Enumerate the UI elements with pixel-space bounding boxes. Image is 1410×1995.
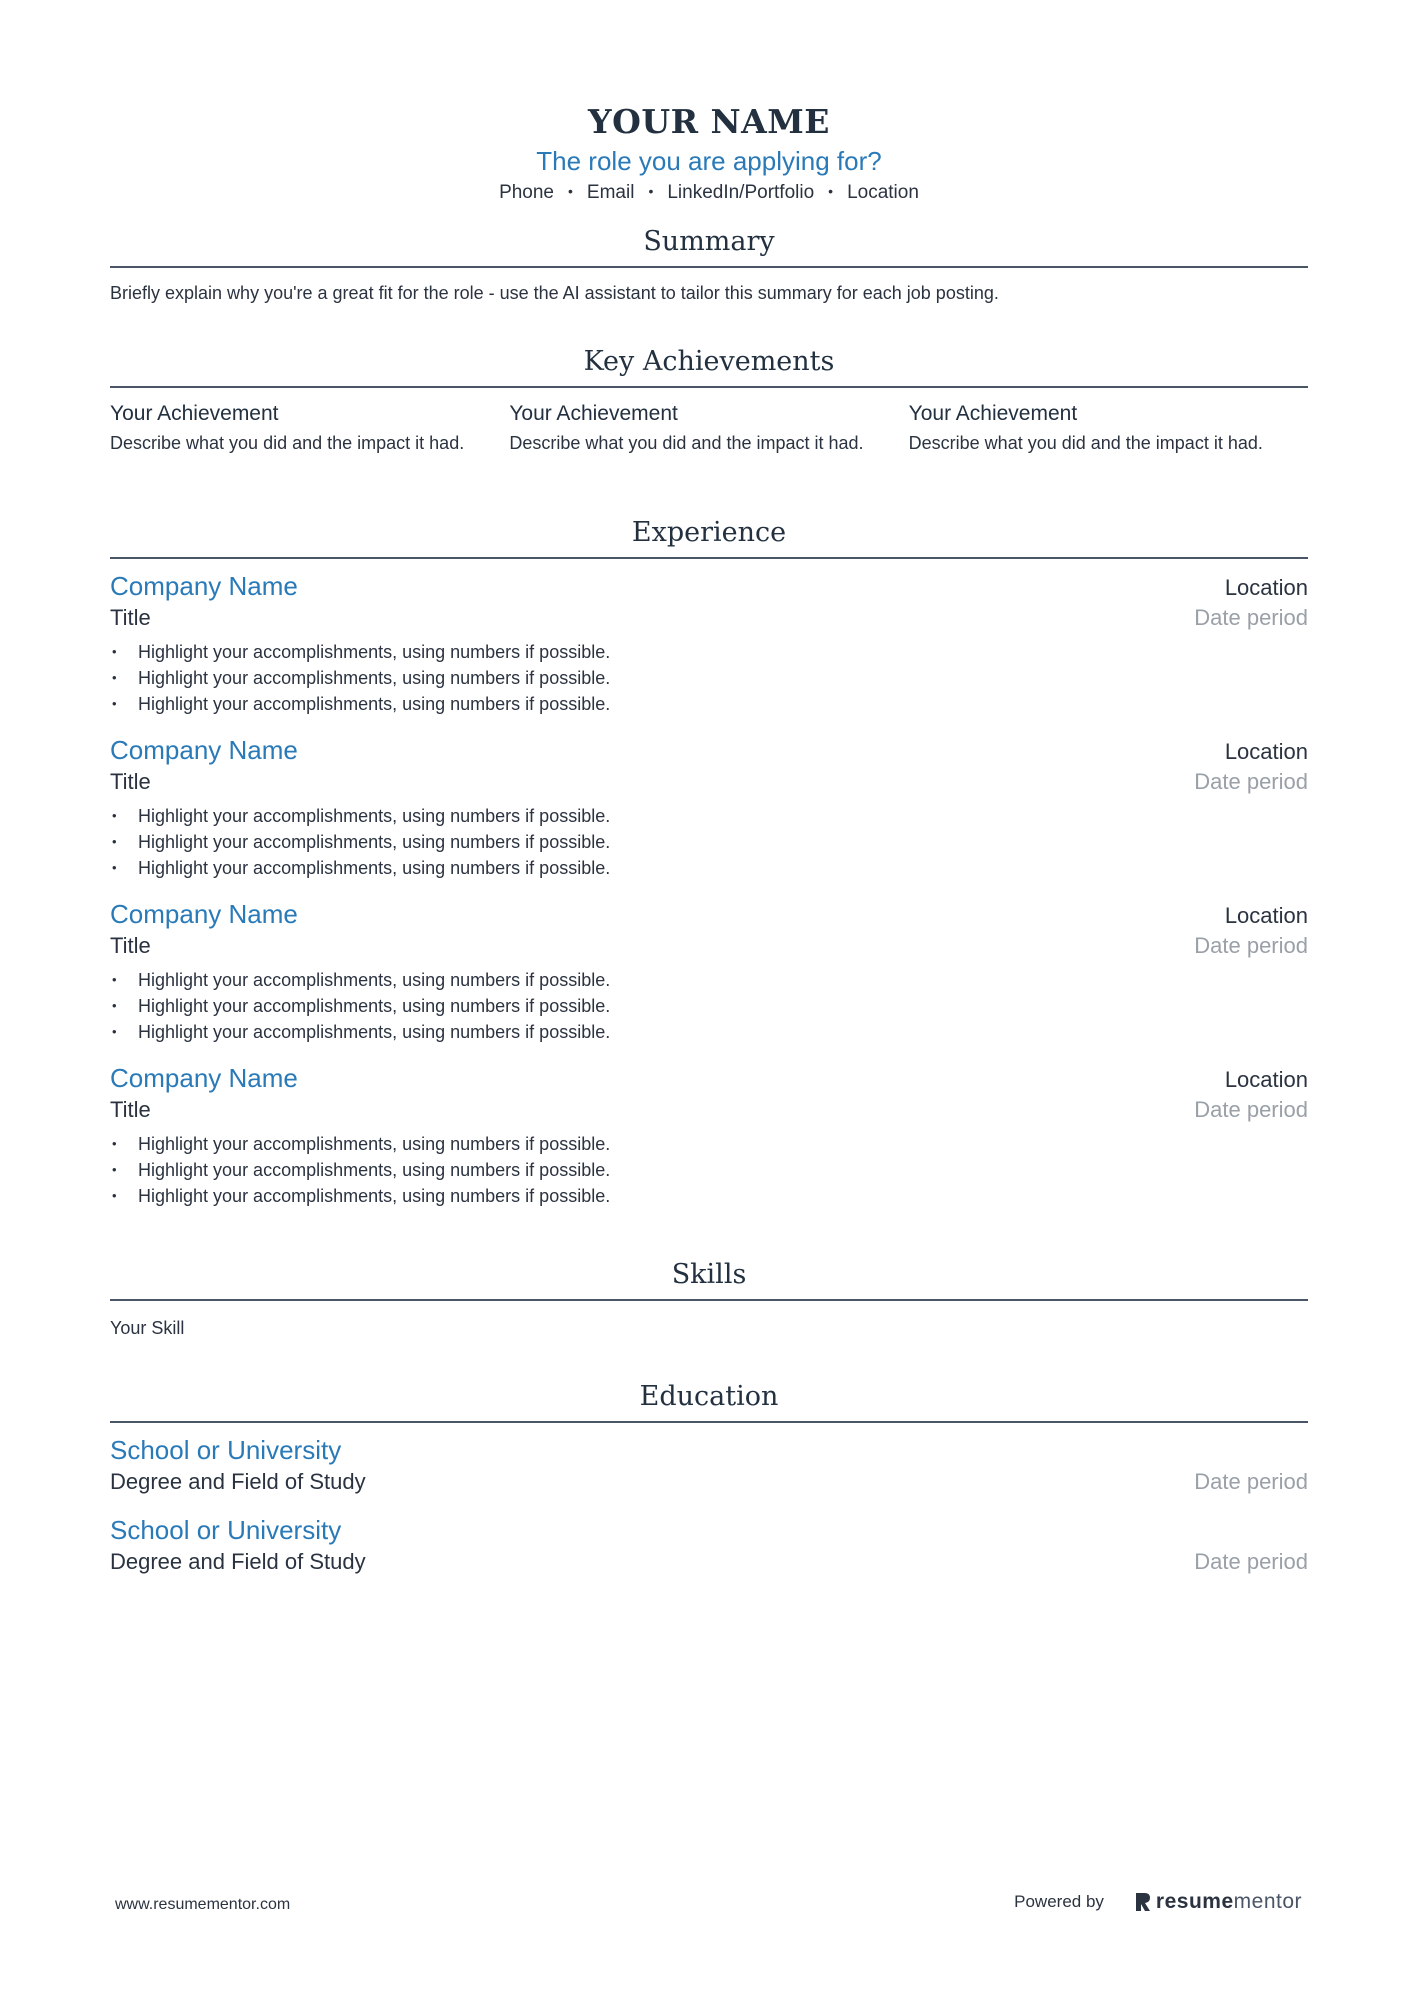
bullet-item: • Highlight your accomplishments, using numbers if possible. bbox=[110, 665, 1308, 691]
school-name: School or University bbox=[110, 1435, 342, 1465]
resume-header bbox=[110, 100, 1308, 206]
company-name: Company Name bbox=[110, 1063, 298, 1093]
job-location: Location bbox=[1224, 903, 1308, 928]
school-name: School or University bbox=[110, 1515, 342, 1545]
powered-by-label: Powered by bbox=[1014, 1892, 1104, 1911]
degree: Degree and Field of Study bbox=[110, 1549, 366, 1574]
education-section bbox=[110, 1379, 1308, 1577]
bullet-item: • Highlight your accomplishments, using numbers if possible. bbox=[110, 691, 1308, 717]
resumementor-logo[interactable] bbox=[1134, 1890, 1302, 1914]
job-title: Title bbox=[110, 769, 151, 794]
bullet-item: • Highlight your accomplishments, using numbers if possible. bbox=[110, 829, 1308, 855]
bullet-item: • Highlight your accomplishments, using numbers if possible. bbox=[110, 1131, 1308, 1157]
separator-dot-icon: • bbox=[568, 183, 573, 199]
job-entry bbox=[110, 897, 1308, 1045]
achievement-desc: Describe what you did and the impact it had. bbox=[908, 433, 1263, 453]
education-date: Date period bbox=[1194, 1549, 1308, 1574]
resume-page bbox=[110, 0, 1308, 1995]
job-entry bbox=[110, 1061, 1308, 1209]
separator-dot-icon: • bbox=[648, 183, 654, 199]
achievement-title: Your Achievement bbox=[509, 402, 678, 425]
achievement-desc: Describe what you did and the impact it had. bbox=[509, 433, 864, 453]
job-date: Date period bbox=[1194, 769, 1308, 794]
education-entry bbox=[110, 1513, 1308, 1577]
summary-text: Briefly explain why you're a great fit for the role - use the AI assistant to tailor this summary for each job posting. bbox=[110, 283, 999, 303]
job-date: Date period bbox=[1194, 605, 1308, 630]
contact-linkedin: LinkedIn/Portfolio bbox=[667, 182, 815, 204]
brand-text-light: mentor bbox=[1233, 1890, 1302, 1913]
bullet-item: • Highlight your accomplishments, using numbers if possible. bbox=[110, 803, 1308, 829]
achievement-item bbox=[909, 400, 1308, 454]
degree: Degree and Field of Study bbox=[110, 1469, 366, 1494]
job-date: Date period bbox=[1194, 933, 1308, 958]
skill-item: Your Skill bbox=[110, 1318, 185, 1338]
achievements-section bbox=[110, 344, 1308, 454]
job-title: Title bbox=[110, 1097, 151, 1122]
job-title: Title bbox=[110, 933, 151, 958]
section-title-experience: Experience bbox=[110, 515, 1308, 559]
job-location: Location bbox=[1224, 1067, 1308, 1092]
job-location: Location bbox=[1224, 739, 1308, 764]
job-bullets bbox=[110, 1131, 1308, 1209]
bullet-item: • Highlight your accomplishments, using numbers if possible. bbox=[110, 993, 1308, 1019]
job-date: Date period bbox=[1194, 1097, 1308, 1122]
footer-website-link[interactable]: www.resumementor.com bbox=[115, 1896, 291, 1913]
skills-section bbox=[110, 1257, 1308, 1341]
achievement-title: Your Achievement bbox=[908, 402, 1078, 425]
company-name: Company Name bbox=[110, 899, 298, 929]
section-title-skills: Skills bbox=[110, 1257, 1308, 1301]
section-title-education: Education bbox=[110, 1379, 1308, 1423]
candidate-name: YOUR NAME bbox=[588, 102, 830, 141]
contact-email: Email bbox=[586, 182, 635, 204]
education-date: Date period bbox=[1194, 1469, 1308, 1494]
achievement-item bbox=[110, 400, 509, 454]
target-role: The role you are applying for? bbox=[536, 146, 882, 176]
job-title: Title bbox=[110, 605, 151, 630]
bullet-item: • Highlight your accomplishments, using numbers if possible. bbox=[110, 1157, 1308, 1183]
job-entry bbox=[110, 569, 1308, 717]
achievement-list bbox=[110, 400, 1308, 454]
contact-location: Location bbox=[847, 182, 919, 204]
section-title-summary: Summary bbox=[110, 224, 1308, 268]
achievement-title: Your Achievement bbox=[110, 402, 279, 425]
company-name: Company Name bbox=[110, 735, 298, 765]
brand-text-bold: resume bbox=[1155, 1890, 1234, 1913]
bullet-item: • Highlight your accomplishments, using numbers if possible. bbox=[110, 639, 1308, 665]
bullet-item: • Highlight your accomplishments, using numbers if possible. bbox=[110, 855, 1308, 881]
bullet-item: • Highlight your accomplishments, using numbers if possible. bbox=[110, 1183, 1308, 1209]
job-location: Location bbox=[1224, 575, 1308, 600]
section-title-achievements: Key Achievements bbox=[110, 344, 1308, 388]
job-entry bbox=[110, 733, 1308, 881]
footer-brand bbox=[1014, 1890, 1302, 1914]
company-name: Company Name bbox=[110, 571, 298, 601]
bullet-item: • Highlight your accomplishments, using numbers if possible. bbox=[110, 1019, 1308, 1045]
summary-section bbox=[110, 224, 1308, 306]
education-entry bbox=[110, 1433, 1308, 1497]
achievement-item bbox=[509, 400, 908, 454]
achievement-desc: Describe what you did and the impact it had. bbox=[110, 433, 465, 453]
bullet-item: • Highlight your accomplishments, using numbers if possible. bbox=[110, 967, 1308, 993]
job-bullets bbox=[110, 803, 1308, 881]
job-bullets bbox=[110, 639, 1308, 717]
experience-section bbox=[110, 515, 1308, 1209]
resumementor-logo-icon bbox=[1134, 1891, 1152, 1913]
separator-dot-icon: • bbox=[828, 183, 834, 199]
job-bullets bbox=[110, 967, 1308, 1045]
contact-phone: Phone bbox=[499, 182, 555, 204]
contact-line bbox=[110, 180, 1308, 206]
